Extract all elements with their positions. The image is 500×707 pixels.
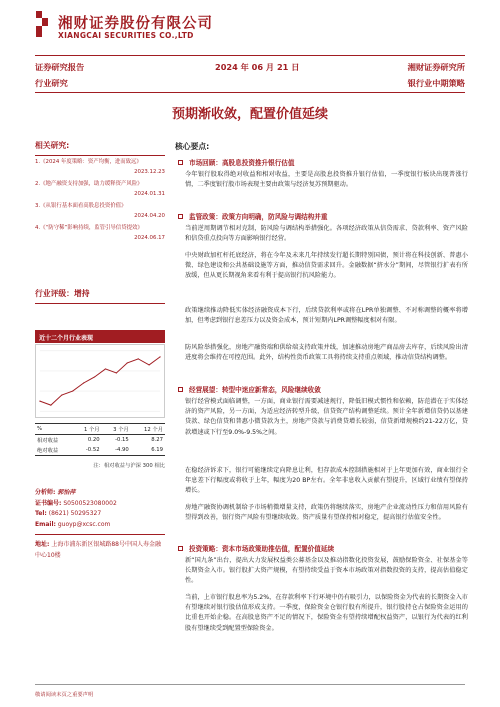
table-header: 1 个月 — [83, 427, 100, 433]
footer-rule — [35, 684, 465, 685]
paragraph: 当前，上市银行股息率为5.2%，在存款利率下行环境中仍有吸引力，以保险资金为代表的长期资金入市有望继续对银行股估值形成支持。一季度，保险资金仓银行股有所提升，银行股持仓占保险资金运用的比重也开始企稳。在高股息资产不足的情况下，保险资金有望持续增配权益资产，以银行为代表的红利股有望继续受到配置型保险资金。 — [185, 594, 468, 632]
key-points-heading: 核心要点: — [175, 142, 210, 151]
paragraph: 房地产融资协调机制给予市场稍微增量支持，政策仍将继续落实，房地产企业流动性压力和信用风险有望得到改善，银行资产风险有望继续收敛。资产质量有望保持相对稳定，提高银行估值安全性。 — [185, 504, 468, 522]
divider — [35, 534, 165, 535]
paragraph: 在稳经济诉求下，银行可能继续定向降息让利，但存款成本控制措施相对于上年更加有效，商业银行全年息差下行幅度或将收于上年，幅度为20 BP左右。全年非息收入贡献有望提升，区域行业绩有望保持增长。 — [185, 467, 468, 495]
brand-name-en: XIANGCAI SECURITIES CO.,LTD — [58, 31, 194, 40]
section-heading: 市场回顾：高股息投资推升银行估值 — [178, 157, 295, 167]
data-point — [159, 356, 160, 357]
data-point — [127, 362, 128, 363]
data-point — [61, 394, 62, 395]
related-item-date: 2024.01.31 — [134, 190, 165, 197]
cert-number: S0500523080002 — [63, 499, 117, 507]
address: 上海市浦东新区银城路88号中国人寿金融中心10楼 — [35, 541, 161, 559]
section-heading: 经营展望：转型中迷应新常态，风险继续收敛 — [178, 384, 321, 394]
paragraph: 当前逆周期调节相对克制，防风险与调结构举措强化。各项经济政策从信贷需求、贷款利率、资产风险和信贷重点投向等方面影响银行经营。 — [185, 225, 468, 243]
section-heading: 监管政策：政策方向明确，防风险与调结构并重 — [178, 211, 327, 221]
institute: 湘财证券研究所 — [407, 62, 465, 72]
related-item[interactable] — [35, 202, 165, 221]
performance-table — [35, 423, 165, 456]
square-bullet-icon — [178, 214, 183, 219]
cert-label: 证书编号: — [35, 499, 62, 507]
rating-block — [35, 288, 165, 304]
analyst-block — [35, 488, 165, 561]
related-research-heading: 相关研究: — [35, 141, 70, 150]
table-header: 3 个月 — [113, 427, 129, 433]
table-header-row — [35, 424, 165, 435]
data-point — [116, 372, 117, 373]
data-point — [39, 401, 40, 402]
related-item-text: 2.《地产融资支持加强，助力缓释资产风险》 — [35, 181, 143, 187]
table-cell: -0.52 — [85, 447, 100, 453]
series-line — [40, 357, 160, 405]
data-point — [83, 382, 84, 383]
related-item-text: 3.《从银行基本面看高股息投资价值》 — [35, 203, 127, 209]
paragraph: 今年银行股取得绝对收益和相对收益，主要是高股息投资推升银行估值，一季度银行板块出现普涨行情，二季度银行股市场表现主要由政策与经济复苏预期驱动。 — [185, 171, 468, 189]
table-cell: 相对收益 — [37, 438, 59, 444]
paragraph: 新“国九条”出台，提出大力发展权益类公募基金以及推动指数化投资发展，鼓励保险资金、社保基金等长期资金入市。银行股扩大资产规模，有望持续受益于资本市场政策对指数投资的支持，提高估值稳定性。 — [185, 557, 468, 585]
performance-chart — [35, 344, 165, 418]
data-point — [72, 390, 73, 391]
related-item-date: 2024.06.17 — [134, 234, 165, 241]
sub-category: 银行业中期策略 — [407, 78, 465, 88]
data-point — [105, 368, 106, 369]
brand-name-cn: 湘财证券股份有限公司 — [58, 16, 213, 32]
related-item-text: 1.《2024 年度策略：资产均衡，进而致远》 — [35, 159, 142, 165]
paragraph: 防风险举措强化，房地产融资端和供给端支持政策并线，加速推动房地产商品房去库存，后续风险出清进度将会维持在可控范围。此外，结构性货币政策工具将持续支持重点领域，推动信贷结构调整。 — [185, 344, 468, 362]
header-rule — [35, 55, 465, 56]
table-row — [35, 435, 165, 446]
related-research-heading-block — [35, 140, 165, 156]
analyst-name: 郭怡萍 — [57, 489, 76, 496]
paragraph: 政策继续推动降低实体经济融资成本下行，后续贷款利率或将在LPR单独调整、不对称调整的概率将增加，但考虑到银行息差压力以及资金成本，预计短期内LPR调整幅度相对有限。 — [185, 307, 468, 325]
divider — [35, 303, 165, 304]
address-label: 地址: — [35, 541, 50, 548]
header-sub-rule — [35, 92, 465, 93]
paragraph: 银行经营模式面临调整，一方面，商业银行需要减速规行，降低旧模式惯性和依赖，防范潜在于实体经济的资产风险，另一方面，为适应经济转型升级，信贷资产结构调整延续。预计全年新增信贷仍以基建贷款、绿色信贷和普惠小微贷款为主，房地产贷款与消费贷增长较弱，信贷新增规模约21-22万亿，贷款增速或下行至9.0%-9.5%之间。 — [185, 398, 468, 436]
square-bullet-icon — [178, 160, 183, 165]
tel-label: Tel: — [35, 510, 47, 517]
related-item[interactable] — [35, 224, 165, 243]
related-item[interactable] — [35, 180, 165, 199]
disclaimer: 敬请阅读末页之重要声明 — [35, 692, 94, 698]
related-item-date: 2023.12.23 — [134, 168, 165, 175]
email-label: Email: — [35, 520, 56, 528]
table-cell: 绝对收益 — [37, 448, 59, 454]
data-point — [149, 364, 150, 365]
tel-number: (8621) 50295327 — [48, 510, 102, 517]
table-header: 12 个月 — [143, 427, 163, 433]
square-bullet-icon — [178, 546, 183, 551]
related-research-list — [35, 155, 165, 243]
table-cell: 0.20 — [87, 437, 100, 443]
section-heading: 投资策略：资本市场政策助推估值，配置价值延续 — [178, 543, 334, 553]
related-item[interactable] — [35, 158, 165, 177]
report-type: 证券研究报告 — [35, 62, 85, 72]
data-point — [50, 405, 51, 406]
table-header: % — [37, 426, 43, 432]
analyst-label: 分析师: — [35, 489, 56, 496]
report-title: 预期渐收敛，配置价值延续 — [171, 107, 328, 122]
report-date: 2024 年 06 月 21 日 — [215, 62, 300, 72]
table-row — [35, 445, 165, 456]
table-cell: 6.19 — [151, 447, 163, 453]
category: 行业研究 — [35, 78, 68, 88]
paragraph: 中央财政加杠杆托底经济，将在今年及未来几年持续发行超长期特别国债，预计将在科技创新、普惠小微、绿色建设和公共基础设施等方面，推动信贷需求回升。金融数据“挤水分”期间，尽管银行扩表有所放缓，但从更长期视角来看有利于提高银行抗风险能力。 — [185, 252, 468, 280]
table-cell: -4.90 — [115, 447, 129, 453]
related-item-date: 2024.04.20 — [134, 212, 165, 219]
table-cell: -0.15 — [115, 437, 129, 443]
data-point — [94, 376, 95, 377]
company-logo-icon — [35, 10, 49, 38]
related-item-text: 4.《“防守稀”影响持续，监管引导信贷提效》 — [35, 225, 143, 231]
table-note: 注：相对收益与沪深 300 相比 — [93, 463, 165, 469]
data-point — [138, 358, 139, 359]
square-bullet-icon — [178, 387, 183, 392]
table-cell: 8.27 — [151, 437, 163, 443]
chart-title: 近十二个月行业表现 — [35, 330, 165, 343]
industry-rating: 行业评级：增持 — [35, 289, 90, 298]
email-link[interactable]: guoyp@xcsc.com — [57, 520, 111, 528]
